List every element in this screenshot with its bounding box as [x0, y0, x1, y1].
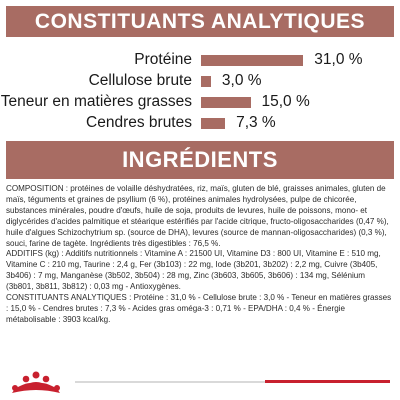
analytics-row-ash [0, 113, 400, 135]
row-bar [201, 76, 211, 87]
analytics-header: CONSTITUANTS ANALYTIQUES [6, 6, 394, 37]
row-value: 7,3 % [236, 114, 276, 131]
row-label: Cendres brutes [86, 114, 192, 131]
row-bar [201, 97, 251, 108]
row-label: Protéine [134, 51, 192, 68]
row-value: 31,0 % [314, 51, 363, 68]
constituents-paragraph: CONSTITUANTS ANALYTIQUES : Protéine : 31,0 % - Cellulose brute : 3,0 % - Teneur en matières grasses : 15,0 % - Cendres brutes : 7,3 % - Acides gras oméga-3 : 0,71 % - EPA/DHA : 0,4 % - Énergie métabolisable : 3903 kcal/kg. [6, 293, 392, 324]
footer-red-line [265, 380, 390, 383]
ingredients-text [6, 184, 394, 326]
analytics-row-protein [0, 50, 400, 72]
analytics-row-fat [0, 92, 400, 114]
royal-canin-crown-logo-icon [6, 366, 66, 396]
row-bar [201, 118, 225, 129]
ingredients-header: INGRÉDIENTS [6, 141, 394, 179]
analytics-row-fibre [0, 71, 400, 93]
row-label: Cellulose brute [88, 72, 192, 89]
additives-paragraph: ADDITIFS (kg) : Additifs nutritionnels : Vitamine A : 21500 UI, Vitamine D3 : 800 UI, Vitamine E : 510 mg, Vitamine C : 210 mg, Taurine : 2,4 g, Fer (3b103) : 22 mg, Iode (3b201, 3b202) : 2,2 mg, Cuivre (3b405, 3b406) : 7 mg, Manganèse (3b502, 3b504) : 28 mg, Zinc (3b603, 3b605, 3b606) : 134 mg, Sélénium (3b801, 3b811, 3b812) : 0,03 mg - Antioxygènes. [6, 249, 381, 292]
composition-paragraph: COMPOSITION : protéines de volaille déshydratées, riz, maïs, gluten de blé, graisses animales, gluten de maïs, téguments et graines de psyllium (6 %), protéines animales hydrolysées, pulpe de chicorée, substances minérales, poudre d'œufs, huile de soja, produits de levures, huile de poissons, mono- et diglycérides d'acides palmitique et stéarique estérifiés par l'acide citrique, fructo-oligosaccharides (0,47 %), huile d'algues Schizochytrium sp. (source de DHA), levures (source de mannan-oligosaccharides) (0,3 %), souci, farine de tagète. Ingrédients très digestibles : 76,5 %. [6, 184, 389, 248]
row-bar [201, 55, 303, 66]
footer-divider [75, 380, 390, 384]
row-value: 15,0 % [261, 93, 310, 110]
row-label: Teneur en matières grasses [0, 93, 192, 110]
row-value: 3,0 % [221, 72, 262, 89]
